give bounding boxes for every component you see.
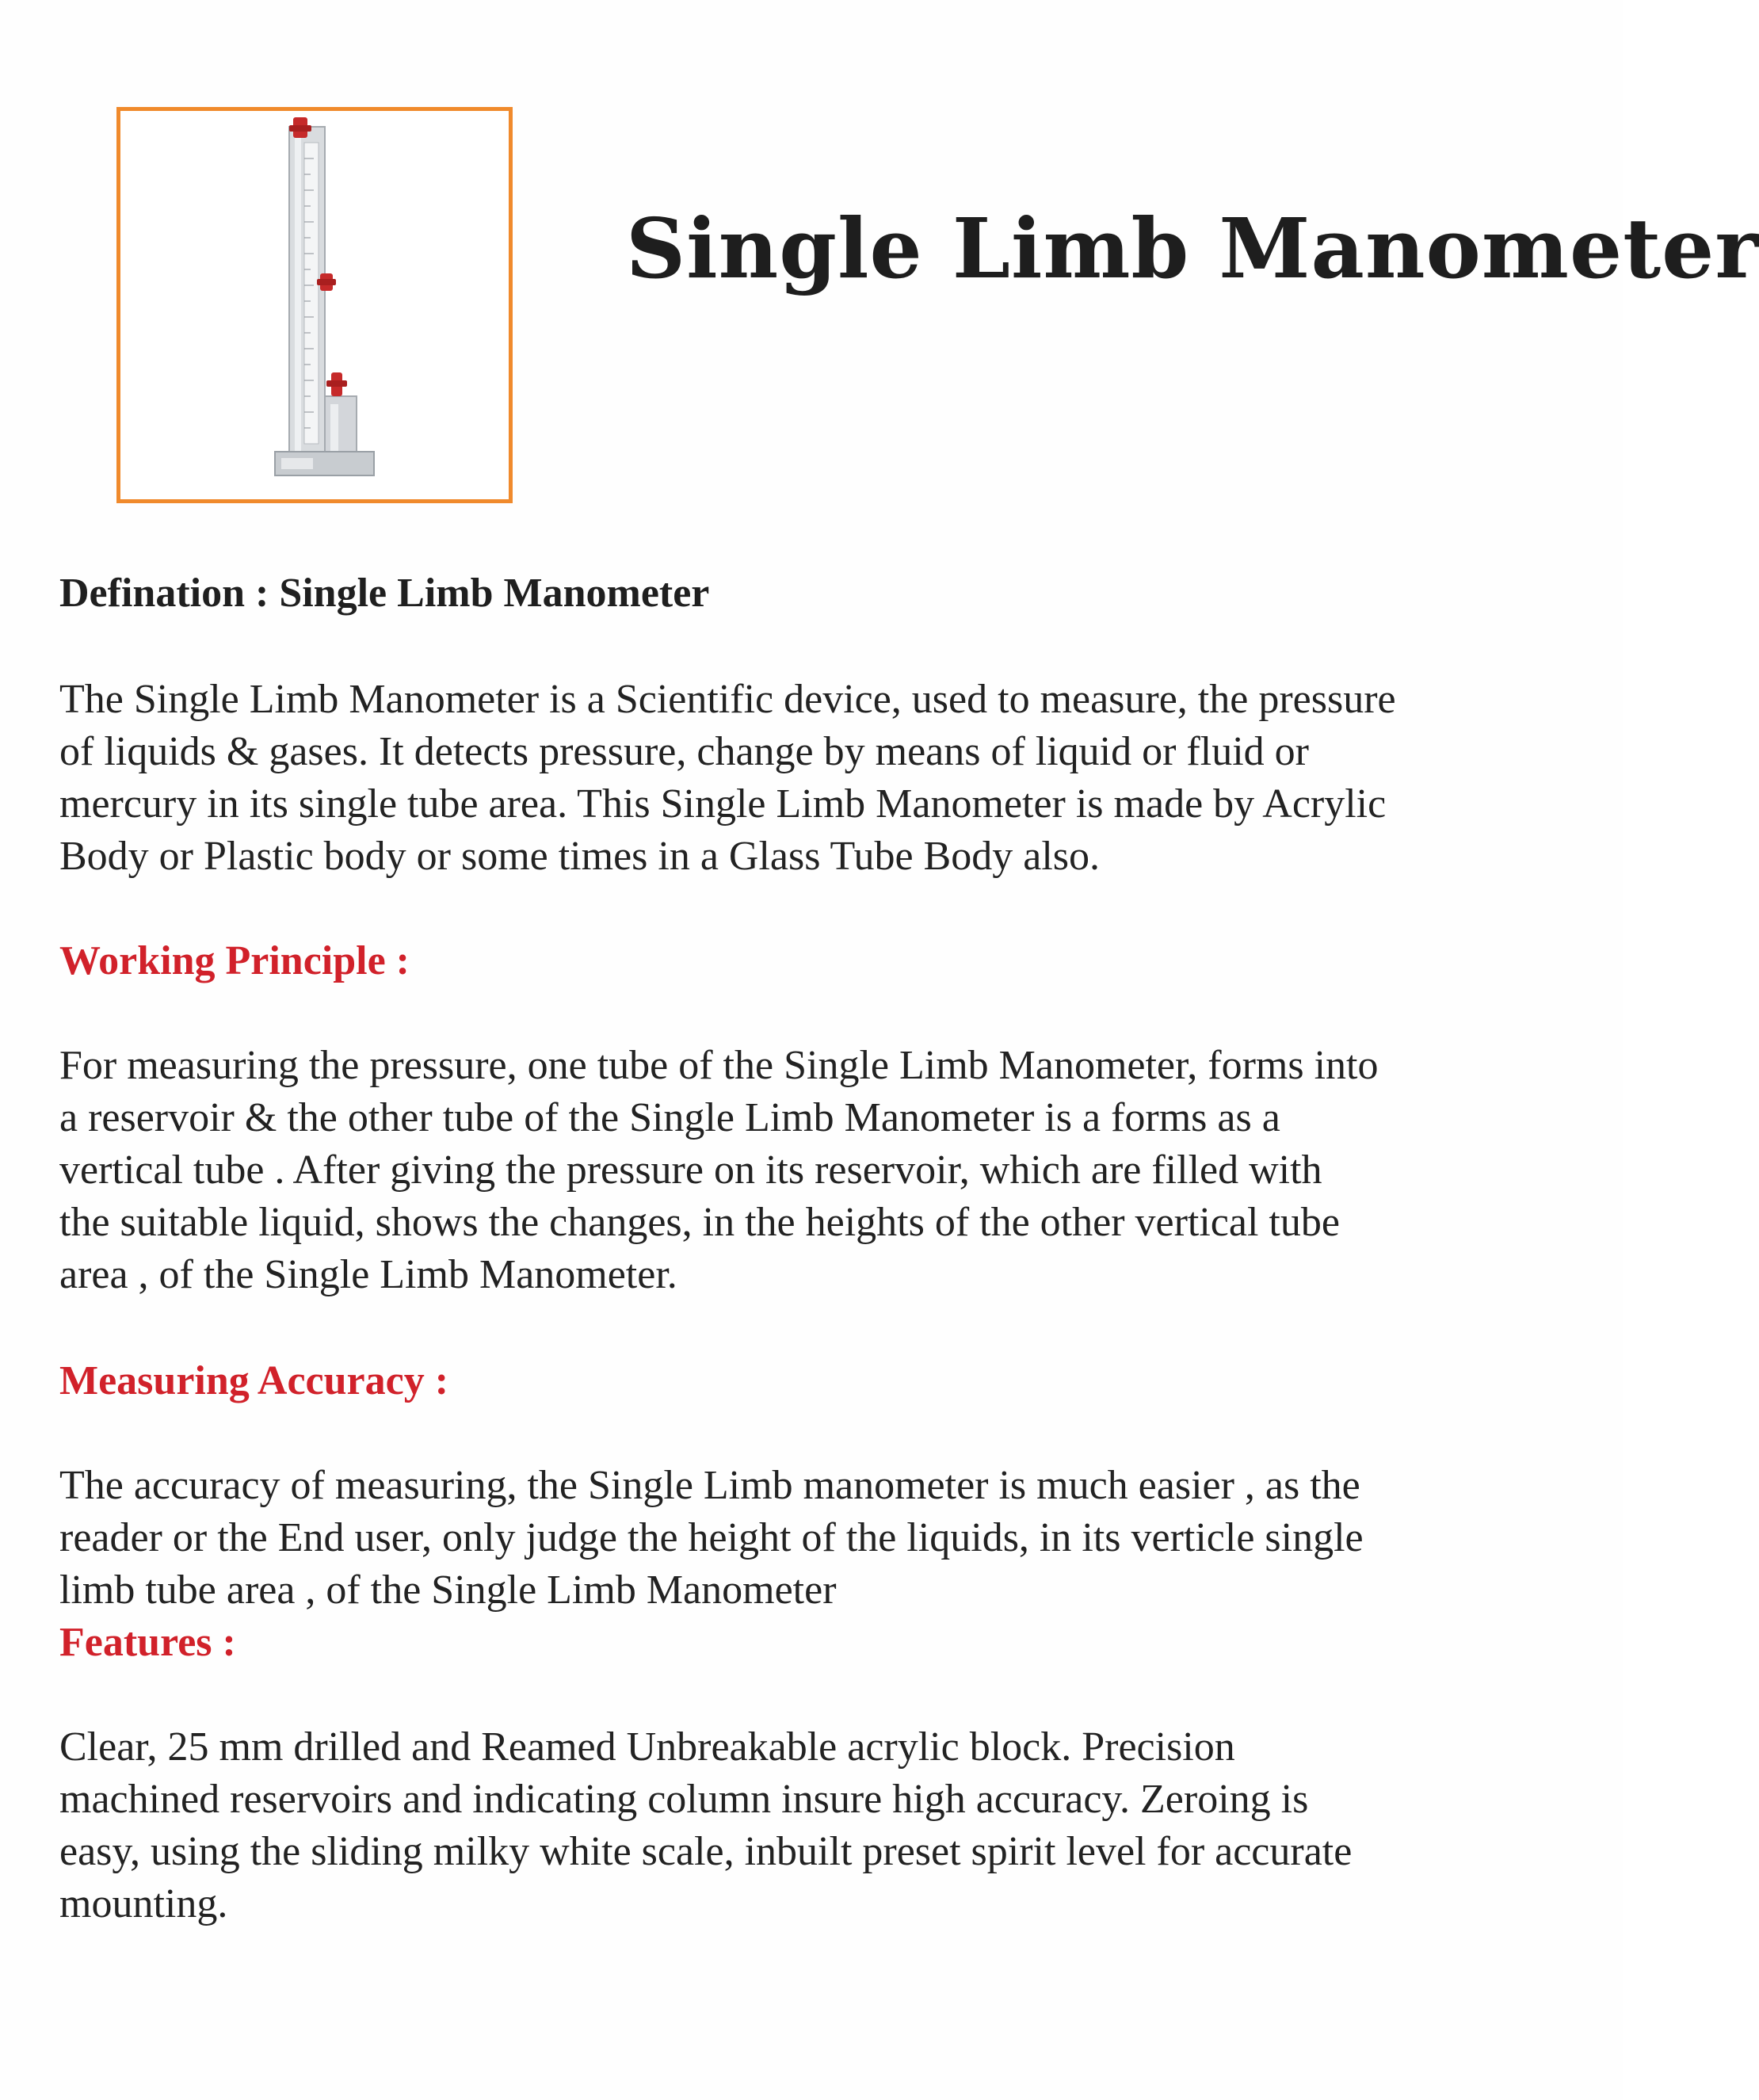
- working-principle-line: the suitable liquid, shows the changes, in the heights of the other vertical tube: [59, 1200, 1340, 1245]
- measuring-accuracy-line: The accuracy of measuring, the Single Limb manometer is much easier , as the: [59, 1463, 1360, 1508]
- product-image-frame: [116, 107, 513, 503]
- measuring-accuracy-heading: Measuring Accuracy :: [59, 1358, 449, 1403]
- working-principle-paragraph: [59, 1040, 1581, 1301]
- definition-line: of liquids & gases. It detects pressure, change by means of liquid or fluid or: [59, 729, 1309, 774]
- definition-line: mercury in its single tube area. This Single Limb Manometer is made by Acrylic: [59, 781, 1387, 827]
- definition-paragraph: [59, 674, 1581, 883]
- features-line: mounting.: [59, 1881, 228, 1926]
- features-line: easy, using the sliding milky white scale, inbuilt preset spirit level for accurate: [59, 1829, 1353, 1874]
- working-principle-line: vertical tube . After giving the pressure on its reservoir, which are filled with: [59, 1147, 1322, 1193]
- manometer-icon: [120, 111, 509, 499]
- features-line: machined reservoirs and indicating column insure high accuracy. Zeroing is: [59, 1777, 1309, 1822]
- working-principle-heading: Working Principle :: [59, 938, 410, 983]
- features-paragraph: [59, 1721, 1581, 1930]
- measuring-accuracy-paragraph: [59, 1460, 1581, 1617]
- definition-heading: Defination : Single Limb Manometer: [59, 571, 710, 616]
- measuring-accuracy-line: reader or the End user, only judge the height of the liquids, in its verticle single: [59, 1515, 1364, 1560]
- measuring-accuracy-line: limb tube area , of the Single Limb Manometer: [59, 1567, 837, 1613]
- working-principle-line: area , of the Single Limb Manometer.: [59, 1252, 677, 1297]
- features-line: Clear, 25 mm drilled and Reamed Unbreakable acrylic block. Precision: [59, 1724, 1235, 1770]
- working-principle-line: a reservoir & the other tube of the Single Limb Manometer is a forms as a: [59, 1095, 1280, 1140]
- definition-line: The Single Limb Manometer is a Scientific device, used to measure, the pressure: [59, 677, 1396, 722]
- working-principle-line: For measuring the pressure, one tube of the Single Limb Manometer, forms into: [59, 1043, 1379, 1088]
- page-title: Single Limb Manometer: [626, 200, 1759, 297]
- definition-line: Body or Plastic body or some times in a Glass Tube Body also.: [59, 834, 1100, 879]
- features-heading: Features :: [59, 1620, 236, 1665]
